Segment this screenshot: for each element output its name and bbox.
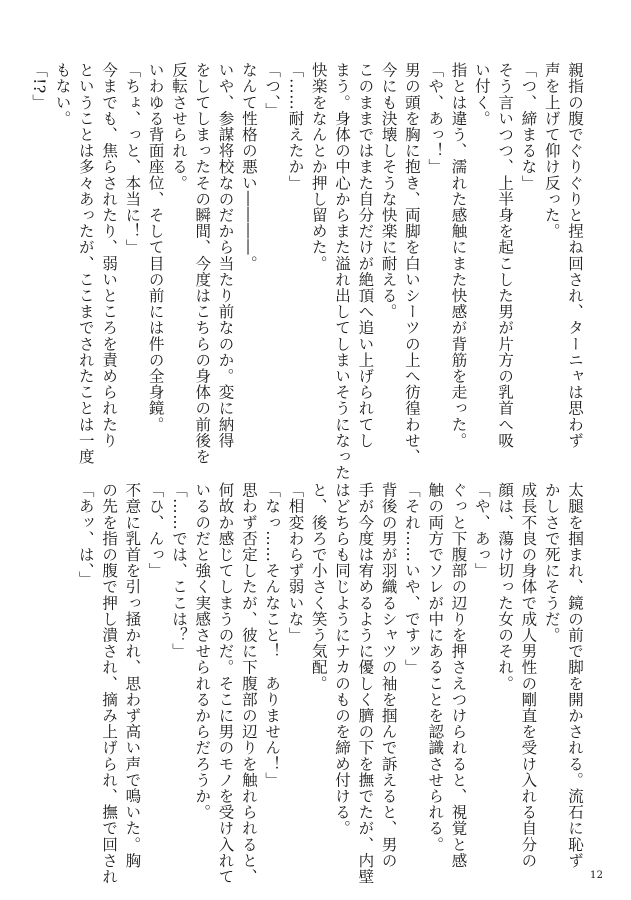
text-line: 手が今度は宥めるように優しく臍の下を撫でたが、内壁 [356,482,375,885]
text-line: 声を上げて仰け反った。 [542,62,561,240]
text-line: 指とは違う、濡れた感触にまた快感が背筋を走った。 [449,62,468,449]
text-line: ということは多々あったが、ここまでされたことは一度 [76,62,95,465]
text-line: 思わず否定したが、彼に下腹部の辺りを触れられると、 [239,482,258,885]
text-line: 「なっ……そんなこと！ ありません！」 [263,482,282,788]
text-line: もない。 [53,62,72,127]
text-line: 「相変わらず弱いな」 [286,482,305,643]
text-line: いわゆる背面座位、そして目の前には件の全身鏡。 [146,62,165,433]
text-line: まう。身体の中心からまた溢れ出してしまいそうになった [333,62,352,481]
text-line: いるのだと強く実感させられるからだろうか。 [193,482,212,821]
text-line: 成長不良の身体で成人男性の剛直を受け入れる自分の [519,482,538,869]
text-line: 「ひ、んっ」 [146,482,165,579]
text-line: 「あッ、は、」 [76,482,95,587]
text-line: 触の両方でソレが中にあることを認識させられる。 [426,482,445,853]
text-line: 「……耐えたか」 [286,62,305,191]
text-line: そう言いつつ、上半身を起こした男が片方の乳首へ吸 [496,62,515,449]
text-line: このままではまた自分だけが絶頂へ追い上げられてし [356,62,375,449]
text-line: 「つ、」 [263,62,282,119]
text-block-upper [30,62,586,481]
text-line: 「や、あっ！」 [426,62,445,175]
text-line: と、後ろで小さく笑う気配。 [309,482,328,692]
text-line: の先を指の腹で押し潰され、摘み上げられ、撫で回され [100,482,119,885]
text-line: 「ちょ、っと、本当に！」 [123,62,142,256]
text-line: なんて性格の悪い――――。 [239,62,258,272]
text-line: 背後の男が羽織るシャツの袖を掴んで訴えると、男の [379,482,398,869]
text-line: をしてしまったその瞬間、今度はこちらの身体の前後を [193,62,212,465]
text-line: 何故か感じてしまうのだ。そこに男のモノを受け入れて [216,482,235,885]
text-line: 「それ……いや、ですッ」 [402,482,421,676]
text-line: 顔は、蕩け切った女のそれ。 [496,482,515,692]
text-line: い付く。 [472,62,491,127]
text-line: 不意に乳首を引っ掻かれ、思わず高い声で鳴いた。胸 [123,482,142,869]
text-line: 男の頭を胸に抱き、両脚を白いシーツの上へ彷徨わせ、 [402,62,421,465]
page-number: 12 [590,870,604,881]
text-line: 「!?」 [30,62,49,110]
text-line: 親指の腹でぐりぐりと捏ね回され、ターニャは思わず [566,62,584,449]
text-line: はどちらも同じようにナカのものを締め付ける。 [333,482,352,837]
text-line: 反転させられる。 [169,62,188,191]
text-line: ぐっと下腹部の辺りを押さえつけられると、視覚と感 [449,482,468,869]
text-block-lower [36,482,586,885]
text-line: 太腿を掴まれ、鏡の前で脚を開かされる。流石に恥ず [566,482,584,869]
text-line: かしさで死にそうだ。 [542,482,561,643]
text-line: 快楽をなんとか押し留めた。 [309,62,328,272]
text-line: 「つ、締まるな」 [519,62,538,191]
text-line: 「……では、ここは？」 [169,482,188,660]
text-line: 今までも、焦らされたり、弱いところを責められたり [100,62,119,449]
text-line: 今にも決壊しそうな快楽に耐える。 [379,62,398,320]
text-line: いや、参謀将校なのだから当たり前なのか。変に納得 [216,62,235,449]
text-line: 「や、あっ」 [472,482,491,579]
